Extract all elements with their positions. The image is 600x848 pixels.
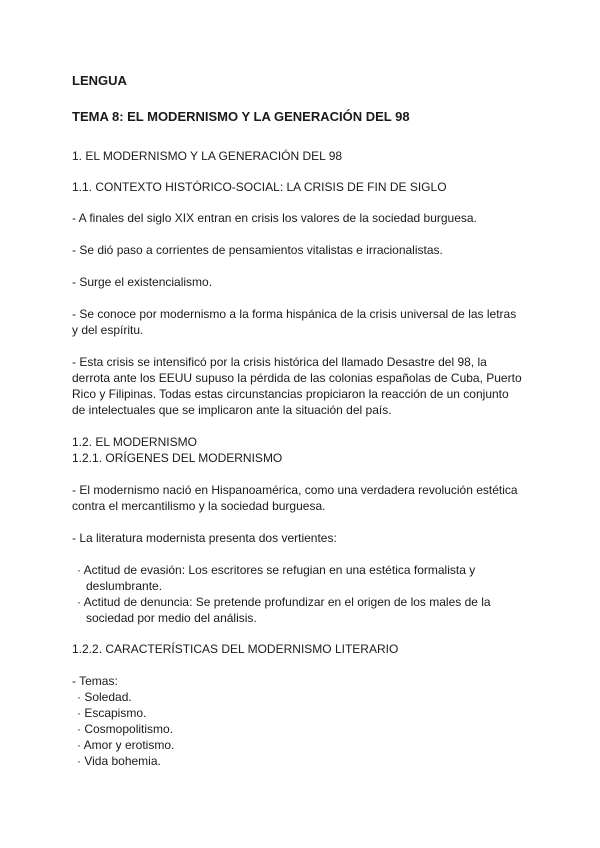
paragraph: - La literatura modernista presenta dos vertientes: — [72, 531, 337, 545]
bullet-item: · Actitud de evasión: Los escritores se refugian en una estética formalista y — [77, 563, 476, 577]
list-item: · Escapismo. — [77, 706, 147, 720]
paragraph-line: - Esta crisis se intensificó por la crisis histórica del llamado Desastre del 98, la — [72, 355, 487, 369]
bullet-item-cont: sociedad por medio del análisis. — [86, 611, 257, 625]
paragraph: - Surge el existencialismo. — [72, 275, 213, 289]
paragraph-line: - Se conoce por modernismo a la forma hispánica de la crisis universal de las letras — [72, 307, 517, 321]
subject-heading: LENGUA — [72, 73, 127, 88]
paragraph-line: y del espíritu. — [72, 323, 144, 337]
list-item: · Amor y erotismo. — [77, 738, 175, 752]
section-heading: 1.2.2. CARACTERÍSTICAS DEL MODERNISMO LITERARIO — [72, 642, 399, 656]
paragraph-line: - El modernismo nació en Hispanoamérica, como una verdadera revolución estética — [72, 483, 518, 497]
list-item: · Soledad. — [77, 690, 132, 704]
list-item: · Vida bohemia. — [77, 754, 161, 768]
paragraph: - A finales del siglo XIX entran en crisis los valores de la sociedad burguesa. — [72, 211, 477, 225]
paragraph: - Se dió paso a corrientes de pensamientos vitalistas e irracionalistas. — [72, 243, 443, 257]
section-heading: 1.2. EL MODERNISMO — [72, 435, 197, 449]
paragraph-line: Rico y Filipinas. Todas estas circunstancias propiciaron la reacción de un conjunto — [72, 387, 509, 401]
paragraph-line: derrota ante los EEUU supuso la pérdida de las colonias españolas de Cuba, Puerto — [72, 371, 522, 385]
page-title: TEMA 8: EL MODERNISMO Y LA GENERACIÓN DEL 98 — [72, 109, 410, 124]
paragraph-line: contra el mercantilismo y la sociedad burguesa. — [72, 499, 326, 513]
bullet-item: · Actitud de denuncia: Se pretende profundizar en el origen de los males de la — [77, 595, 491, 609]
list-label: - Temas: — [72, 674, 118, 688]
paragraph-line: de intelectuales que se implicaron ante la situación del país. — [72, 403, 392, 417]
bullet-item-cont: deslumbrante. — [86, 579, 163, 593]
list-item: · Cosmopolitismo. — [77, 722, 174, 736]
section-heading: 1.1. CONTEXTO HISTÓRICO-SOCIAL: LA CRISIS DE FIN DE SIGLO — [72, 180, 447, 194]
section-heading: 1. EL MODERNISMO Y LA GENERACIÓN DEL 98 — [72, 149, 343, 163]
section-heading: 1.2.1. ORÍGENES DEL MODERNISMO — [72, 451, 283, 465]
